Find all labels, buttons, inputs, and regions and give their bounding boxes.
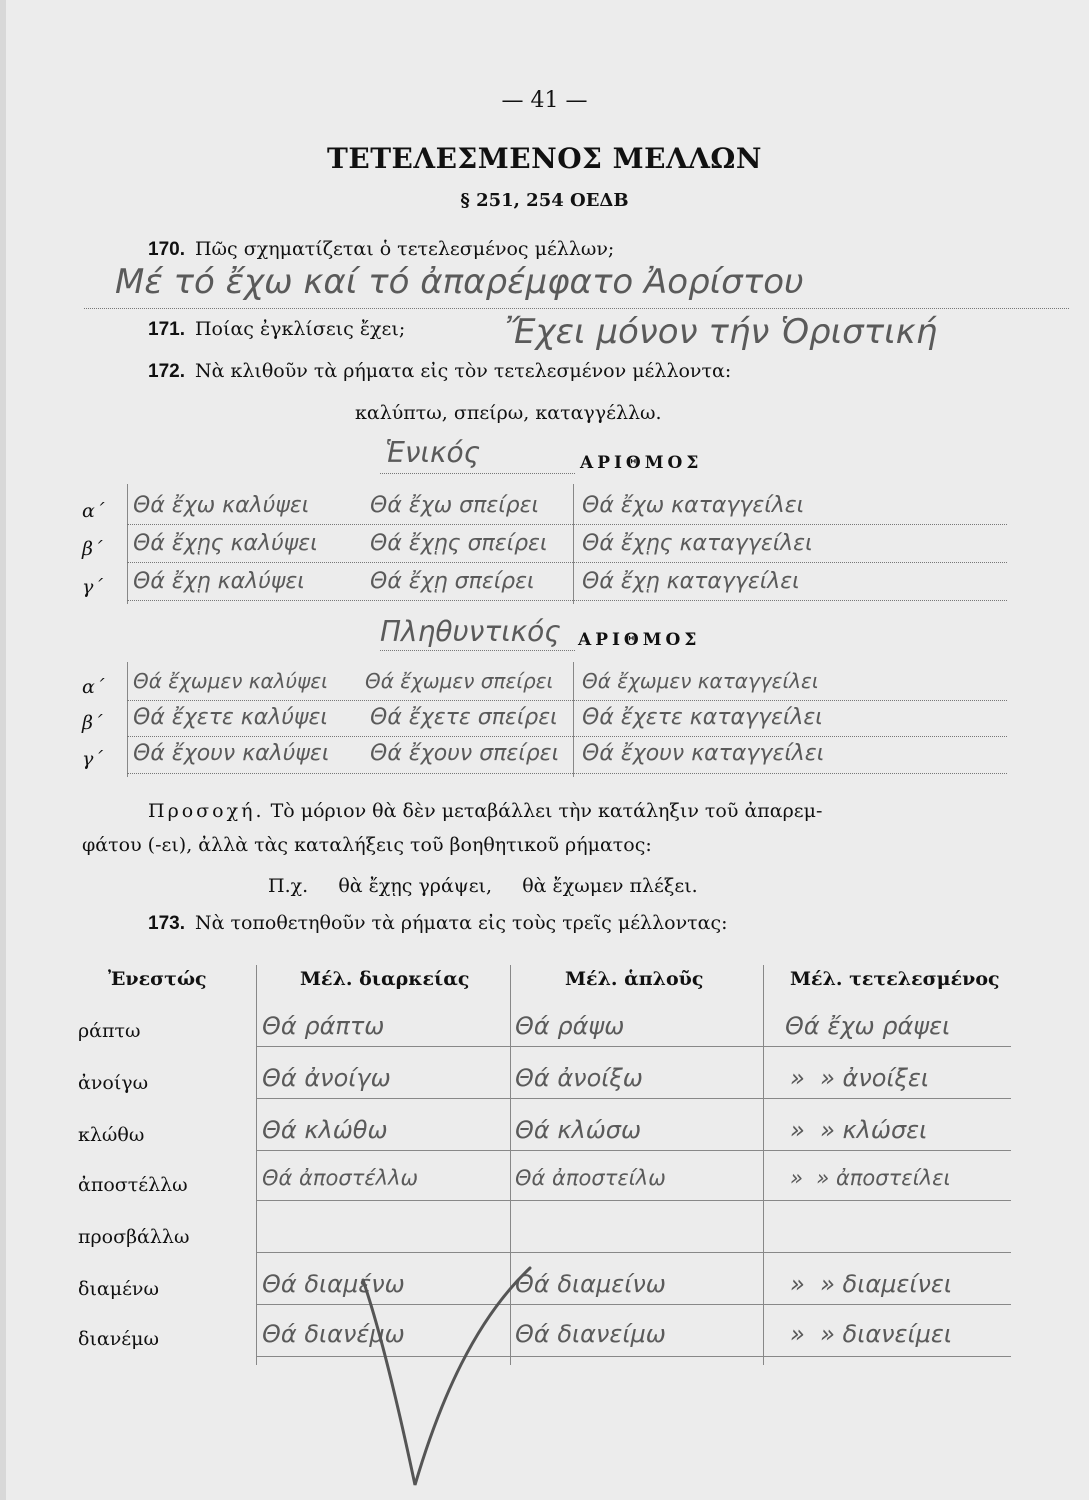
page-number: — 41 — (501, 88, 588, 113)
page-edge (0, 0, 6, 1500)
person-label: α΄ (82, 676, 105, 698)
section-reference: § 251, 254 ΟΕΔΒ (460, 190, 629, 211)
table-cell: Θά διανέμω (262, 1320, 405, 1348)
table-cell: Θά ράπτω (262, 1012, 385, 1040)
number-label-plural: ΑΡΙΘΜΟΣ (578, 630, 701, 650)
question-text: Νὰ τοποθετηθοῦν τὰ ρήματα εἰς τοὺς τρεῖς μέλλοντας: (194, 912, 728, 934)
question-text: Ποίας ἐγκλίσεις ἔχει; (194, 318, 406, 340)
table-cell: Θά κλώθω (262, 1116, 388, 1144)
conjugation-cell: Θά ἔχουν καταγγείλει (582, 741, 825, 766)
conjugation-cell: Θά ἔχουν καλύψει (133, 741, 330, 766)
column-header: Μέλ. διαρκείας (300, 968, 470, 990)
table-cell: Θά διαμένω (262, 1270, 405, 1298)
table-verb: διανέμω (78, 1328, 159, 1350)
row-line (127, 700, 1007, 701)
conjugation-cell: Θά ἔχῃς σπείρει (370, 531, 548, 556)
row-line (127, 736, 1007, 737)
conjugation-cell: Θά ἔχῃς καλύψει (133, 531, 318, 556)
table-cell: » » διανείμει (790, 1320, 952, 1348)
question-number: 170. (148, 239, 185, 260)
row-line (127, 562, 1007, 563)
row-line (127, 600, 1007, 601)
grid-divider (573, 662, 574, 777)
table-cell: » » διαμείνει (790, 1270, 952, 1298)
table-verb: ἀποστέλλω (78, 1174, 188, 1196)
table-cell: » » ἀποστείλει (790, 1166, 951, 1190)
page-title: ΤΕΤΕΛΕΣΜΕΝΟΣ ΜΕΛΛΩΝ (327, 142, 762, 175)
note-example: Π.χ. θὰ ἔχῃς γράψει, θὰ ἔχωμεν πλέξει. (268, 875, 698, 897)
conjugation-cell: Θά ἔχω καλύψει (133, 493, 310, 518)
table-row-line (256, 1200, 1011, 1201)
question-number: 171. (148, 319, 185, 340)
grid-divider (127, 662, 128, 777)
question-173 (148, 912, 728, 935)
conjugation-cell: Θά ἔχῃ σπείρει (370, 569, 535, 594)
question-170 (148, 238, 614, 261)
table-verb: διαμένω (78, 1278, 159, 1300)
conjugation-cell: Θά ἔχετε καλύψει (133, 705, 328, 730)
question-text: Πῶς σχηματίζεται ὁ τετελεσμένος μέλλων; (194, 238, 615, 260)
person-label: β΄ (82, 712, 103, 734)
conjugation-cell: Θά ἔχῃ καλύψει (133, 569, 305, 594)
grid-divider (573, 484, 574, 604)
table-cell: Θά διαμείνω (515, 1270, 666, 1298)
question-number: 172. (148, 361, 185, 382)
person-label: γ΄ (82, 748, 103, 770)
note-line-1: Τὸ μόριον θὰ δὲν μεταβάλλει τὴν κατάληξιν τοῦ ἀπαρεμ- (270, 800, 823, 822)
label-line (380, 473, 575, 474)
check-mark-icon (355, 1260, 535, 1500)
table-cell: Θά ἀποστείλω (515, 1166, 666, 1190)
grid-divider (127, 484, 128, 604)
conjugation-cell: Θά ἔχετε καταγγείλει (582, 705, 823, 730)
table-cell: Θά ράψω (515, 1012, 625, 1040)
table-verb: ἀνοίγω (78, 1072, 149, 1094)
conjugation-cell: Θά ἔχετε σπείρει (370, 705, 558, 730)
handwritten-answer-171: Ἔχει μόνον τήν Ὁριστική (505, 312, 938, 352)
table-verb: ράπτω (78, 1020, 141, 1042)
table-cell: Θά κλώσω (515, 1116, 642, 1144)
note-line-2: φάτου (-ει), ἀλλὰ τὰς καταλήξεις τοῦ βοηθητικοῦ ρήματος: (82, 834, 652, 856)
conjugation-cell: Θά ἔχωμεν καταγγείλει (582, 669, 819, 693)
row-line (127, 773, 1007, 774)
table-verb: προσβάλλω (78, 1226, 190, 1248)
table-divider (256, 965, 257, 1365)
table-cell: » » ἀνοίξει (790, 1064, 930, 1092)
person-label: α΄ (82, 500, 105, 522)
table-cell: » » κλώσει (790, 1116, 928, 1144)
table-row-line (256, 1098, 1011, 1099)
question-number: 173. (148, 913, 185, 934)
verbs-to-conjugate: καλύπτω, σπείρω, καταγγέλλω. (355, 402, 662, 424)
table-verb: κλώθω (78, 1124, 145, 1146)
table-cell: Θά διανείμω (515, 1320, 666, 1348)
handwritten-plural-label: Πληθυντικός (380, 615, 561, 648)
table-cell: Θά ἀνοίγω (262, 1064, 391, 1092)
table-row-line (256, 1046, 1011, 1047)
handwritten-singular-label: Ἑνικός (385, 436, 481, 469)
table-cell: Θά ἔχω ράψει (785, 1012, 951, 1040)
table-row-line (256, 1150, 1011, 1151)
table-cell: Θά ἀποστέλλω (262, 1166, 419, 1190)
table-cell: Θά ἀνοίξω (515, 1064, 643, 1092)
note-paragraph (148, 800, 822, 822)
person-label: γ΄ (82, 576, 103, 598)
person-label: β΄ (82, 538, 103, 560)
table-row-line (256, 1252, 1011, 1253)
question-text: Νὰ κλιθοῦν τὰ ρήματα εἰς τὸν τετελεσμένον μέλλοντα: (194, 360, 732, 382)
conjugation-cell: Θά ἔχουν σπείρει (370, 741, 560, 766)
note-label: Προσοχή. (148, 800, 265, 822)
column-header: Ἐνεστώς (108, 968, 207, 990)
conjugation-cell: Θά ἔχω καταγγείλει (582, 493, 805, 518)
answer-line (84, 308, 1069, 309)
question-172 (148, 360, 731, 383)
handwritten-answer-170: Μέ τό ἔχω καί τό ἀπαρέμφατο Ἀορίστου (115, 262, 804, 302)
row-line (127, 524, 1007, 525)
conjugation-cell: Θά ἔχῃ καταγγείλει (582, 569, 800, 594)
question-171 (148, 318, 405, 341)
conjugation-cell: Θά ἔχῃς καταγγείλει (582, 531, 813, 556)
conjugation-cell: Θά ἔχωμεν σπείρει (365, 669, 554, 693)
conjugation-cell: Θά ἔχω σπείρει (370, 493, 539, 518)
column-header: Μέλ. ἁπλοῦς (565, 968, 704, 990)
label-line (380, 650, 575, 651)
table-divider (763, 965, 764, 1365)
conjugation-cell: Θά ἔχωμεν καλύψει (133, 669, 328, 693)
column-header: Μέλ. τετελεσμένος (790, 968, 1000, 990)
number-label-singular: ΑΡΙΘΜΟΣ (580, 453, 703, 473)
